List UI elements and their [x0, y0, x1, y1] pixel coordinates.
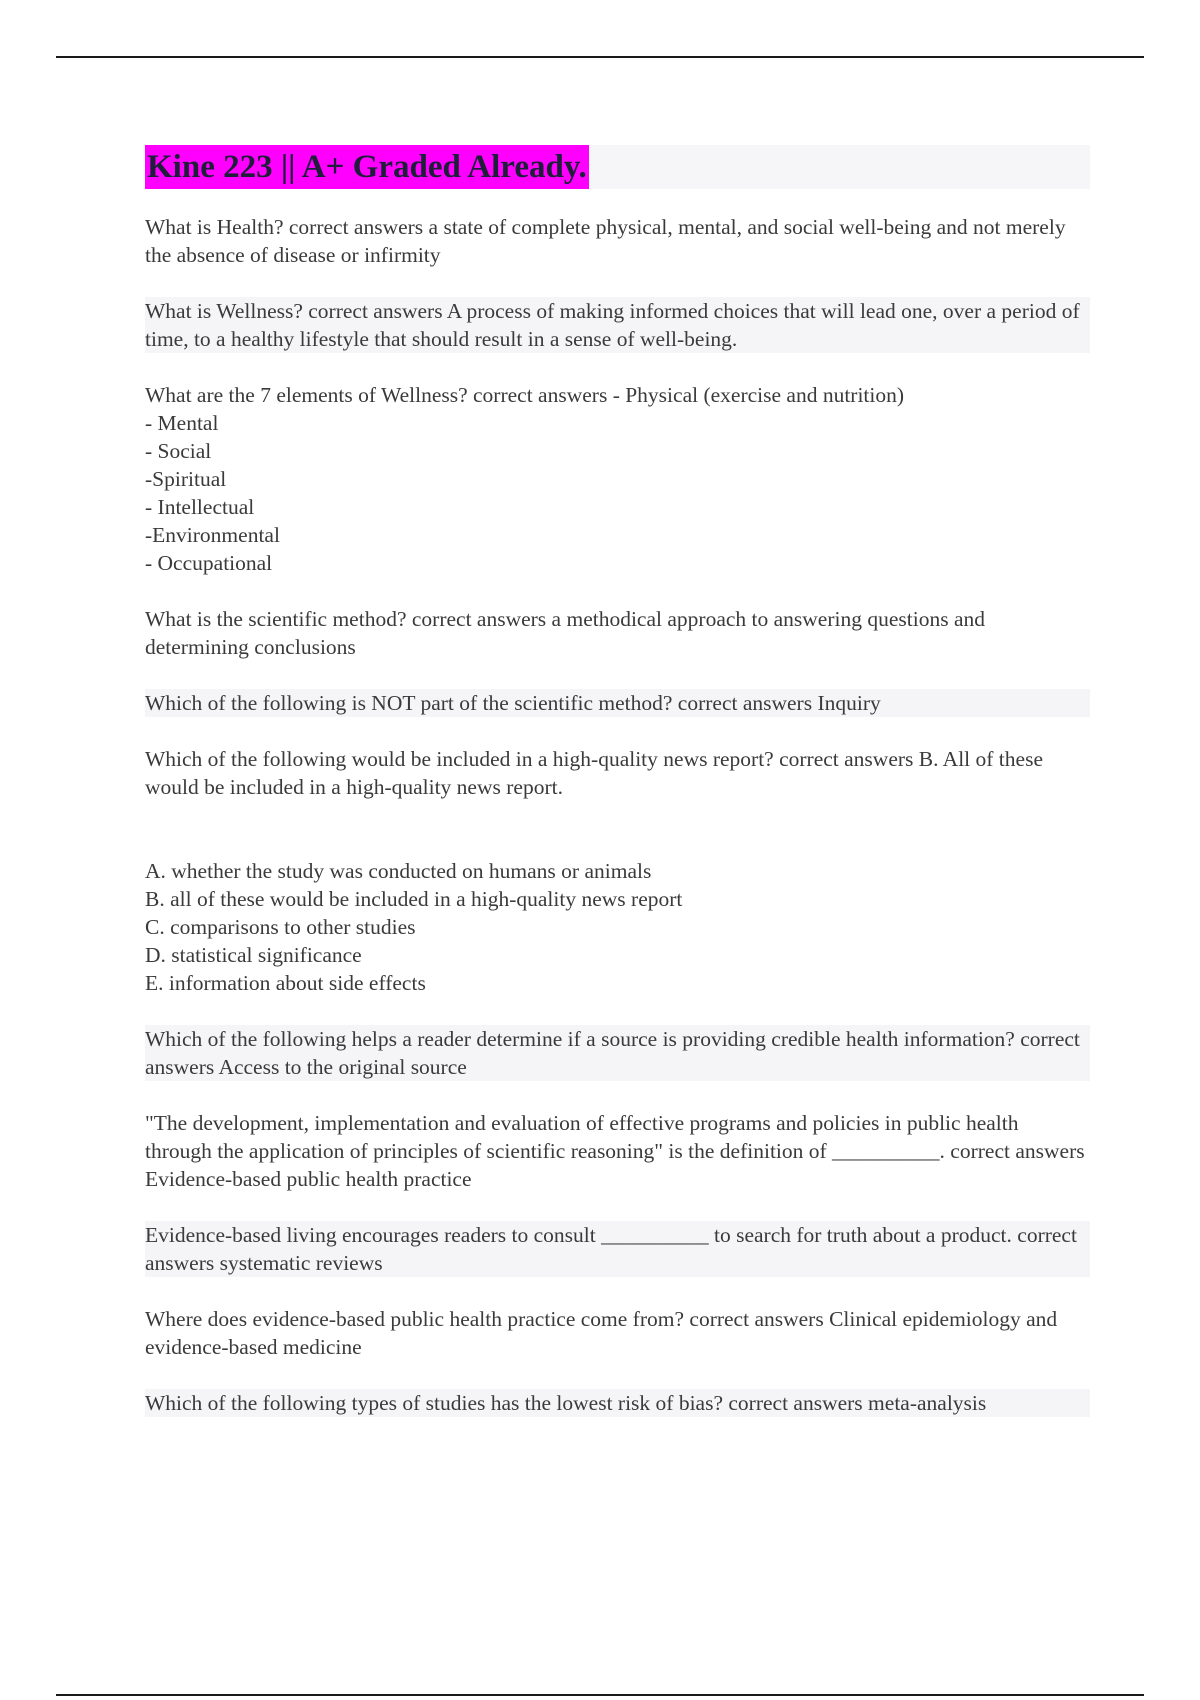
qa-scientific-method: [145, 605, 1090, 661]
qa-text: What is Health? correct answers a state of complete physical, mental, and social well-being and not merely the absence of disease or infirmity: [145, 215, 1066, 267]
document-title: Kine 223 || A+ Graded Already.: [145, 145, 589, 189]
qa-health: [145, 213, 1090, 269]
option-c: C. comparisons to other studies: [145, 915, 416, 939]
document-body: [145, 145, 1090, 1445]
qa-line: - Occupational: [145, 551, 273, 575]
qa-text: Where does evidence-based public health practice come from? correct answers Clinical epidemiology and evidence-based medicine: [145, 1307, 1058, 1359]
option-e: E. information about side effects: [145, 971, 426, 995]
qa-text: Which of the following would be included in a high-quality news report? correct answers B. All of these would be included in a high-quality news report.: [145, 747, 1043, 799]
qa-ebph-origin: [145, 1305, 1090, 1361]
qa-wellness: [145, 297, 1090, 353]
qa-text: Evidence-based living encourages readers to consult __________ to search for truth about a product. correct answers systematic reviews: [145, 1223, 1077, 1275]
qa-text: Which of the following is NOT part of the scientific method? correct answers Inquiry: [145, 691, 881, 715]
qa-line: - Intellectual: [145, 495, 255, 519]
bottom-rule: [56, 1694, 1144, 1696]
qa-text: Which of the following types of studies has the lowest risk of bias? correct answers meta-analysis: [145, 1391, 987, 1415]
qa-line: - Social: [145, 439, 212, 463]
top-rule: [56, 56, 1144, 58]
option-b: B. all of these would be included in a high-quality news report: [145, 887, 683, 911]
qa-ebph-definition: [145, 1109, 1090, 1193]
qa-credible-source: [145, 1025, 1090, 1081]
qa-text: What is Wellness? correct answers A process of making informed choices that will lead one, over a period of time, to a healthy lifestyle that should result in a sense of well-being.: [145, 299, 1080, 351]
news-report-options: [145, 857, 1090, 997]
qa-text: Which of the following helps a reader determine if a source is providing credible health information? correct answers Access to the original source: [145, 1027, 1080, 1079]
qa-line: - Mental: [145, 411, 219, 435]
option-d: D. statistical significance: [145, 943, 362, 967]
qa-text: "The development, implementation and evaluation of effective programs and policies in public health through the application of principles of scientific reasoning" is the definition of __________. correct answers Evidence-based public health practice: [145, 1111, 1085, 1191]
qa-evidence-based-living: [145, 1221, 1090, 1277]
qa-lowest-bias: [145, 1389, 1090, 1417]
qa-line: -Environmental: [145, 523, 280, 547]
option-a: A. whether the study was conducted on humans or animals: [145, 859, 652, 883]
qa-text: What is the scientific method? correct answers a methodical approach to answering questions and determining conclusions: [145, 607, 986, 659]
title-band: [145, 145, 1090, 189]
qa-elements-of-wellness: [145, 381, 1090, 577]
qa-line: What are the 7 elements of Wellness? correct answers - Physical (exercise and nutrition): [145, 383, 905, 407]
qa-not-scientific-method: [145, 689, 1090, 717]
qa-news-report: [145, 745, 1090, 801]
qa-line: -Spiritual: [145, 467, 227, 491]
